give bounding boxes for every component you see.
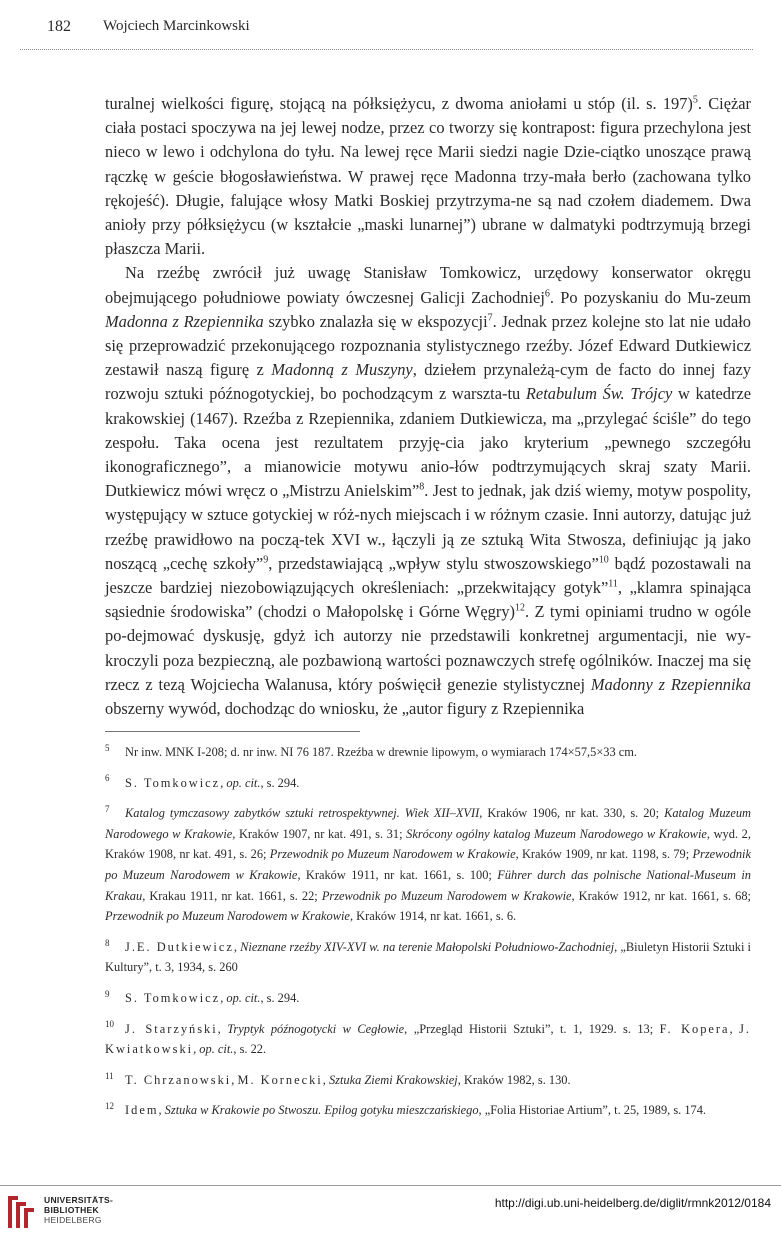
footnote-5: 5 Nr inw. MNK I-208; d. nr inw. NI 76 187. Rzeźba w drewnie lipowym, o wymiarach 174×57,5×33 cm.	[105, 742, 638, 759]
footnote-divider	[105, 731, 360, 732]
footnote-ref-9[interactable]: 9	[263, 554, 269, 566]
footnote-11: 11 T. Chrzanowski, M. Kornecki, Sztuka Ziemi Krakowskiej, Kraków 1982, s. 130.	[105, 1070, 571, 1087]
footnote-9: 9 S. Tomkowicz, op. cit., s. 294.	[105, 988, 300, 1005]
footnote-6: 6 S. Tomkowicz, op. cit., s. 294.	[105, 773, 300, 790]
footer-divider	[0, 1185, 781, 1186]
footnote-7: 7 Katalog tymczasowy zabytków sztuki retrospektywnej. Wiek XII–XVII, Kraków 1906, nr kat. 330, s. 20; Katalog Muzeum Narodowego w Krakowie, Kraków 1907, nr kat. 491, s. 31; Skrócony ogólny katalog Muzeum Narodowego w Krakowie, wyd. 2, Kraków 1908, nr kat. 491, s. 26; Przewodnik po Muzeum Narodowem w Krakowie, Kraków 1909, nr kat. 1198, s. 79; Przewodnik po Muzeum Narodowem w Krakowie, Kraków 1911, nr kat. 1661, s. 100; Führer durch das polnische National-Museum in Krakau, Krakau 1911, nr kat. 1661, s. 22; Przewodnik po Muzeum Narodowem w Krakowie, Kraków 1912, nr kat. 1661, s. 68; Przewodnik po Muzeum Narodowem w Krakowie, Kraków 1914, nr kat. 1661, s. 6.	[105, 804, 751, 924]
paragraph-1: turalnej wielkości figurę, stojącą na półksiężycu, z dwoma aniołami u stóp (il. s. 197)$^5$. Ciężar ciała postaci spoczywa na jej lewej nodze, przez co tworzy się kontrapost: figura przechylona jest nieco w lewo i odchylona do tyłu. Na lewej ręce Marii siedzi nagie Dzie-ciątko unoszące prawą rączkę w geście błogosławieństwa. W prawej ręce Madonna trzy-mała berło (zachowana tylko rękojeść). Długie, falujące włosy Matki Boskiej przytrzyma-ne są nad czołem diademem. Dwa anioły przy półksiężycu (w kształcie „maski lunarnej”) ubrane w dalmatyki podtrzymują brzegi płaszcza Marii.	[105, 94, 752, 259]
footnote-12: 12 Idem, Sztuka w Krakowie po Stwoszu. Epilog gotyku mieszczańskiego, „Folia Historiae Artium”, t. 25, 1989, s. 174.	[105, 1101, 707, 1118]
header-divider	[20, 49, 753, 50]
page-number: 182	[47, 18, 71, 35]
footnote-ref-5[interactable]: 5	[692, 94, 698, 106]
footnote-ref-11[interactable]: 11	[608, 578, 618, 590]
footnote-ref-6[interactable]: 6	[544, 288, 550, 300]
footnotes	[105, 742, 751, 1131]
footnote-ref-8[interactable]: 8	[419, 481, 425, 493]
library-name: UNIVERSITÄTS- BIBLIOTHEK HEIDELBERG	[44, 1195, 114, 1225]
source-url-link[interactable]: http://digi.ub.uni-heidelberg.de/diglit/rmnk2012/0184	[494, 1196, 771, 1210]
paragraph-2: Na rzeźbę zwrócił już uwagę Stanisław Tomkowicz, urzędowy konserwator okręgu obejmującego południowe powiaty ówczesnej Galicji Zachodniej$^6$. Po pozyskaniu do Mu-zeum Madonna z Rzepiennika szybko znalazła się w ekspozycji$^7$. Jednak przez kolejne sto lat nie udało się przeprowadzić przekonującego rozpoznania stylistycznego rzeźby. Józef Edward Dutkiewicz zestawił naszą figurę z Madonną z Muszyny, dziełem przynależą-cym de facto do innej fazy rozwoju sztuki późnogotyckiej, bo pochodzącym z warszta-tu Retabulum Św. Trójcy w katedrze krakowskiej (1467). Rzeźba z Rzepiennika, zdaniem Dutkiewicza, ma „przylegać ściśle” do tego zespołu. Taka ocena jest rezultatem przyję-cia jako kryterium „pewnego szczegółu ikonograficznego”, a mianowicie motywu anio-łów podtrzymujących skraj szaty Marii. Dutkiewicz mówi wręcz o „Mistrzu Anielskim”$^8$. Jest to jednak, jak dziś wiemy, motyw pospolity, występujący w sztuce gotyckiej w róż-nych miejscach i w różnym czasie. Inni autorzy, datując już rzeźbę prawidłowo na począ-tek XVI w., łączyli ją ze sztuką Wita Stwosza, definiując ją jako noszącą „cechę szkoły”$^9$, przedstawiającą „wpływ stylu stwoszowskiego”$^{10}$ bądź pozostawali na jeszcze bardziej niezobowiązujących określeniach: „przekwitający gotyk”$^{11}$, „klamra spinająca sąsiednie środowiska” (chodzi o Małopolskę i Górne Węgry)$^{12}$. Z tymi opiniami trudno w ogóle po-dejmować dyskusję, gdyż ich autorzy nie przedstawili konkretnej argumentacji, nie wy-kroczyli poza bezpieczną, ale pozbawioną wartości poznawczych strefę ogólników. Inaczej ma się rzecz z tezą Wojciecha Walanusa, który poświęcił genezie stylistycznej Madonny z Rzepiennika obszerny wywód, dochodząc do wniosku, że „autor figury z Rzepiennika	[105, 263, 752, 719]
body-text	[105, 92, 751, 721]
footnote-10: 10 J. Starzyński, Tryptyk późnogotycki w Cegłowie, „Przegląd Historii Sztuki”, t. 1, 1929. s. 13; F. Kopera, J. Kwiatkowski, op. cit., s. 22.	[105, 1019, 752, 1057]
page-header	[47, 18, 751, 40]
running-head: Wojciech Marcinkowski	[103, 18, 250, 34]
library-emblem-icon	[4, 1192, 38, 1232]
footnote-ref-12[interactable]: 12	[514, 602, 525, 614]
footnote-8: 8 J.E. Dutkiewicz, Nieznane rzeźby XIV-XVI w. na terenie Małopolski Południowo-Zachodniej, „Biuletyn Historii Sztuki i Kultury”, t. 3, 1934, s. 260	[105, 937, 752, 975]
footnote-ref-10[interactable]: 10	[598, 554, 609, 566]
library-logo[interactable]	[4, 1192, 134, 1234]
footnote-ref-7[interactable]: 7	[487, 312, 493, 324]
